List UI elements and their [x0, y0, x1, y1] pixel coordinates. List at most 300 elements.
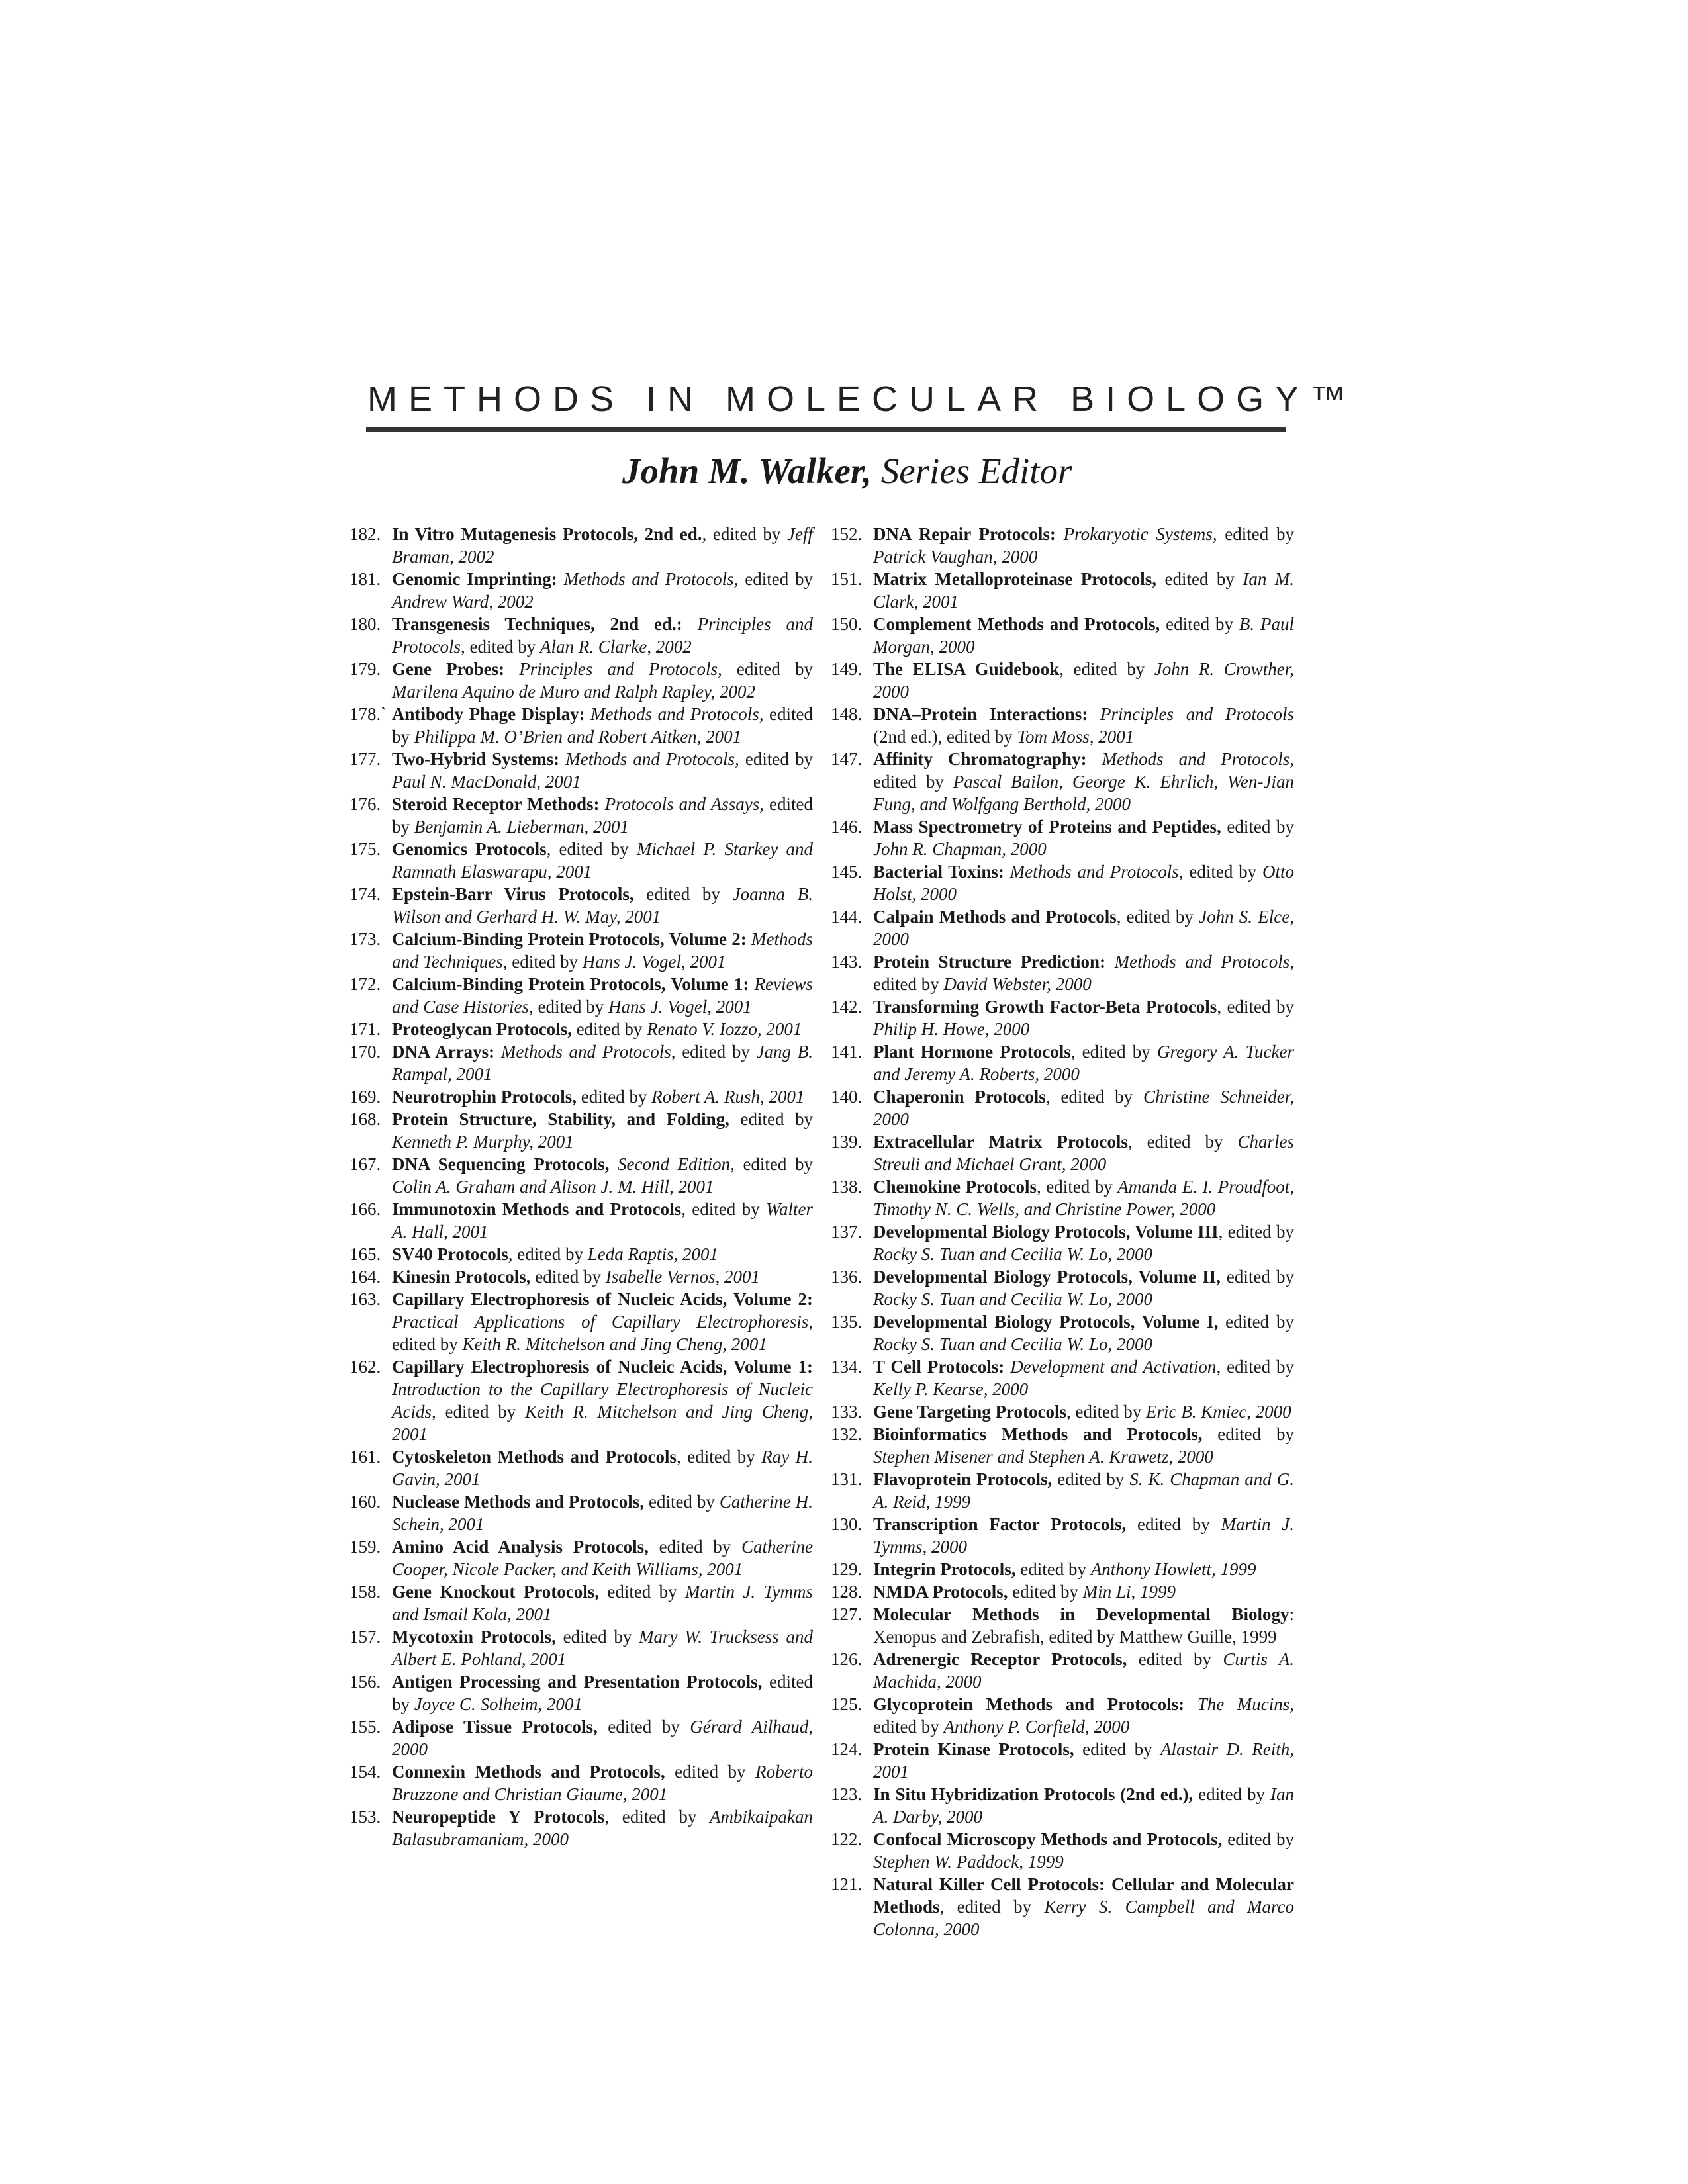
- entry-edited-by: edited by: [633, 884, 733, 904]
- entry-editors: John S. Elce, 2000: [873, 907, 1294, 949]
- entry-title: Neuropeptide Y Protocols: [392, 1807, 605, 1827]
- entry-title: Mycotoxin Protocols,: [392, 1627, 556, 1647]
- entry-edited-by: edited by: [577, 1087, 652, 1107]
- entry-number: 134.: [831, 1357, 863, 1377]
- entry-editors: Anthony P. Corfield, 2000: [943, 1717, 1130, 1737]
- book-entry: [831, 1040, 1294, 1085]
- entry-editors: Renato V. Iozzo, 2001: [647, 1019, 802, 1039]
- entry-title: Protein Structure, Stability, and Folding,: [392, 1109, 729, 1129]
- entry-title: Matrix Metalloproteinase Protocols,: [873, 569, 1157, 589]
- entry-editors: Ian A. Darby, 2000: [873, 1784, 1294, 1827]
- entry-edited-by: : Xenopus and Zebrafish, edited by Matthew Guille, 1999: [873, 1604, 1294, 1647]
- book-entry: [350, 1108, 813, 1153]
- entry-title: Amino Acid Analysis Protocols,: [392, 1537, 649, 1557]
- entry-number: 161.: [350, 1447, 381, 1467]
- entry-title: Confocal Microscopy Methods and Protocols,: [873, 1829, 1223, 1849]
- entry-edited-by: edited by: [1015, 1559, 1091, 1579]
- entry-editors: Colin A. Graham and Alison J. M. Hill, 2001: [392, 1177, 714, 1197]
- book-entry: [350, 1760, 813, 1805]
- book-entry: [831, 1085, 1294, 1130]
- entry-edited-by: edited by: [507, 952, 583, 972]
- entry-edited-by: edited by: [873, 1717, 944, 1737]
- entry-number: 122.: [831, 1829, 863, 1849]
- entry-subtitle: Second Edition,: [609, 1154, 735, 1174]
- book-entry: [350, 838, 813, 883]
- entry-editors: Hans J. Vogel, 2001: [582, 952, 726, 972]
- entry-number: 174.: [350, 884, 381, 904]
- entry-number: 164.: [350, 1267, 381, 1287]
- book-entry: [350, 1535, 813, 1580]
- entry-number: 168.: [350, 1109, 381, 1129]
- book-entry: [350, 1445, 813, 1490]
- entry-edited-by: , edited by: [1066, 1402, 1146, 1422]
- entry-subtitle: Methods and Protocols: [1086, 749, 1290, 769]
- entry-number: 123.: [831, 1784, 863, 1804]
- entry-editors: Rocky S. Tuan and Cecilia W. Lo, 2000: [873, 1334, 1152, 1354]
- entry-number: 137.: [831, 1222, 863, 1242]
- entry-editors: Martin J. Tymms, 2000: [873, 1514, 1294, 1557]
- entry-editors: Robert A. Rush, 2001: [651, 1087, 805, 1107]
- entry-editors: Joanna B. Wilson and Gerhard H. W. May, 2001: [392, 884, 813, 927]
- entry-number: 167.: [350, 1154, 381, 1174]
- entry-number: 151.: [831, 569, 863, 589]
- entry-editors: S. K. Chapman and G. A. Reid, 1999: [873, 1469, 1294, 1512]
- entry-editors: John R. Chapman, 2000: [873, 839, 1047, 859]
- entry-edited-by: edited by: [1160, 614, 1239, 634]
- book-entry: [350, 1715, 813, 1760]
- entry-editors: Philippa M. O’Brien and Robert Aitken, 2001: [414, 727, 742, 747]
- book-entry: [350, 1490, 813, 1535]
- entry-edited-by: , edited by: [939, 1897, 1045, 1917]
- entry-title: Cytoskeleton Methods and Protocols: [392, 1447, 677, 1467]
- entry-editors: Leda Raptis, 2001: [587, 1244, 718, 1264]
- entry-edited-by: , edited by: [1218, 1222, 1294, 1242]
- entry-title: SV40 Protocols: [392, 1244, 508, 1264]
- entry-title: Antigen Processing and Presentation Protocols,: [392, 1672, 763, 1692]
- entry-title: Steroid Receptor Methods:: [392, 794, 600, 814]
- book-entry: [831, 995, 1294, 1040]
- entry-title: The ELISA Guidebook: [873, 659, 1060, 679]
- entry-edited-by: edited by: [533, 997, 608, 1017]
- entry-subtitle: Reviews and Case Histories,: [392, 974, 814, 1017]
- entry-editors: Curtis A. Machida, 2000: [873, 1649, 1295, 1692]
- book-entry: [831, 1603, 1294, 1648]
- entry-number: 121.: [831, 1874, 863, 1894]
- entry-title: Developmental Biology Protocols, Volume I,: [873, 1312, 1219, 1332]
- entry-editors: Kelly P. Kearse, 2000: [873, 1379, 1029, 1399]
- entry-number: 165.: [350, 1244, 381, 1264]
- entry-edited-by: edited by: [1221, 817, 1294, 837]
- book-entry: [831, 1310, 1294, 1355]
- entry-title: Capillary Electrophoresis of Nucleic Acids, Volume 2:: [392, 1289, 813, 1309]
- entry-title: Integrin Protocols,: [873, 1559, 1016, 1579]
- entry-edited-by: edited by: [1127, 1649, 1223, 1669]
- editor-name: John M. Walker,: [622, 451, 872, 491]
- entry-title: Calpain Methods and Protocols: [873, 907, 1117, 927]
- entry-title: Genomics Protocols: [392, 839, 547, 859]
- entry-subtitle: Principles and Protocols,: [392, 614, 813, 657]
- entry-subtitle: Methods and Techniques,: [392, 929, 813, 972]
- entry-editors: Christine Schneider, 2000: [873, 1087, 1294, 1129]
- title-rule: [366, 427, 1286, 432]
- entry-editors: Gregory A. Tucker and Jeremy A. Roberts, 2000: [873, 1042, 1294, 1084]
- entry-edited-by: , edited by: [681, 1199, 766, 1219]
- right-column: [831, 523, 1294, 1940]
- entry-number: 178.`: [350, 704, 387, 724]
- entry-edited-by: edited by: [465, 637, 540, 657]
- entry-editors: Jeff Braman, 2002: [392, 524, 813, 567]
- book-entry: [831, 703, 1294, 748]
- entry-edited-by: , edited by: [1059, 659, 1154, 679]
- entry-editors: Ambikaipakan Balasubramaniam, 2000: [392, 1807, 813, 1849]
- entry-edited-by: edited by: [392, 1672, 813, 1714]
- entry-edited-by: edited by: [1052, 1469, 1130, 1489]
- entry-subtitle: Methods and Protocols,: [585, 704, 764, 724]
- entry-title: Neurotrophin Protocols,: [392, 1087, 577, 1107]
- entry-number: 175.: [350, 839, 381, 859]
- entry-number: 126.: [831, 1649, 863, 1669]
- entry-editors: Ian M. Clark, 2001: [873, 569, 1294, 612]
- book-entry: [350, 523, 813, 568]
- book-entry: [350, 1625, 813, 1670]
- entry-editors: Min Li, 1999: [1082, 1582, 1176, 1602]
- entry-title: Capillary Electrophoresis of Nucleic Acids, Volume 1:: [392, 1357, 813, 1377]
- entry-editors: John R. Crowther, 2000: [873, 659, 1294, 702]
- entry-edited-by: edited by: [392, 1334, 463, 1354]
- entry-number: 142.: [831, 997, 863, 1017]
- entry-title: DNA Repair Protocols:: [873, 524, 1056, 544]
- entry-subtitle: Protocols and Assays,: [599, 794, 764, 814]
- entry-title: Gene Targeting Protocols: [873, 1402, 1066, 1422]
- book-entry: [350, 1040, 813, 1085]
- entry-number: 163.: [350, 1289, 381, 1309]
- series-editor-line: [622, 450, 1072, 492]
- book-entry: [831, 568, 1294, 613]
- entry-edited-by: edited by: [729, 1109, 813, 1129]
- entry-edited-by: edited by: [555, 1627, 639, 1647]
- book-entry: [831, 860, 1294, 905]
- entry-editors: Marilena Aquino de Muro and Ralph Rapley, 2002: [392, 682, 755, 702]
- entry-edited-by: (2nd ed.), edited by: [873, 727, 1017, 747]
- entry-title: Calcium-Binding Protein Protocols, Volume 1:: [392, 974, 749, 994]
- entry-title: Immunotoxin Methods and Protocols: [392, 1199, 682, 1219]
- book-entry: [831, 905, 1294, 950]
- entry-number: 145.: [831, 862, 863, 882]
- entry-editors: Isabelle Vernos, 2001: [605, 1267, 760, 1287]
- entry-number: 149.: [831, 659, 863, 679]
- entry-editors: Patrick Vaughan, 2000: [873, 547, 1038, 567]
- entry-edited-by: edited by: [873, 974, 944, 994]
- entry-title: Glycoprotein Methods and Protocols:: [873, 1694, 1185, 1714]
- entry-title: Plant Hormone Protocols: [873, 1042, 1071, 1062]
- entry-edited-by: , edited by: [1216, 1357, 1294, 1377]
- entry-title: Connexin Methods and Protocols,: [392, 1762, 665, 1782]
- book-entry: [831, 1580, 1294, 1603]
- entry-edited-by: , edited by: [1212, 524, 1294, 544]
- entry-edited-by: edited by: [644, 1492, 720, 1512]
- entry-edited-by: , edited by: [1037, 1177, 1118, 1197]
- book-entry: [350, 1085, 813, 1108]
- entry-title: Developmental Biology Protocols, Volume II,: [873, 1267, 1221, 1287]
- entry-edited-by: edited by: [1008, 1582, 1083, 1602]
- entry-subtitle: Methods and Protocols: [1004, 862, 1179, 882]
- entry-editors: Stephen W. Paddock, 1999: [873, 1852, 1064, 1872]
- left-column: [350, 523, 813, 1850]
- entry-editors: Pascal Bailon, George K. Ehrlich, Wen-Jian Fung, and Wolfgang Berthold, 2000: [873, 772, 1294, 814]
- entry-editors: B. Paul Morgan, 2000: [873, 614, 1294, 657]
- entry-subtitle: Introduction to the Capillary Electrophoresis of Nucleic Acids,: [392, 1379, 813, 1422]
- entry-edited-by: edited by: [571, 1019, 647, 1039]
- entry-subtitle: Methods and Protocols,: [559, 749, 739, 769]
- book-entry: [350, 658, 813, 703]
- entry-title: Flavoprotein Protocols,: [873, 1469, 1053, 1489]
- entry-edited-by: edited by: [734, 1154, 814, 1174]
- entry-edited-by: edited by: [530, 1267, 606, 1287]
- entry-editors: Paul N. MacDonald, 2001: [392, 772, 581, 792]
- entry-editors: Charles Streuli and Michael Grant, 2000: [873, 1132, 1294, 1174]
- entry-edited-by: edited by: [1074, 1739, 1161, 1759]
- entry-number: 133.: [831, 1402, 863, 1422]
- entry-number: 176.: [350, 794, 381, 814]
- entry-edited-by: , edited by: [677, 1447, 762, 1467]
- entry-edited-by: edited by: [739, 749, 813, 769]
- entry-title: DNA Arrays:: [392, 1042, 495, 1062]
- book-entry: [831, 1175, 1294, 1220]
- entry-editors: Philip H. Howe, 2000: [873, 1019, 1030, 1039]
- entry-edited-by: edited by: [598, 1582, 686, 1602]
- book-entry: [831, 1355, 1294, 1400]
- book-entry: [350, 1243, 813, 1265]
- book-entry: [831, 1400, 1294, 1423]
- book-entry: [350, 1355, 813, 1445]
- book-entry: [831, 1220, 1294, 1265]
- entry-number: 144.: [831, 907, 863, 927]
- editor-role: Series Editor: [880, 451, 1072, 491]
- entry-editors: Alastair D. Reith, 2001: [873, 1739, 1294, 1782]
- entry-title: Adipose Tissue Protocols,: [392, 1717, 598, 1737]
- book-entry: [831, 1648, 1294, 1693]
- entry-number: 158.: [350, 1582, 381, 1602]
- entry-number: 127.: [831, 1604, 863, 1624]
- entry-number: 180.: [350, 614, 381, 634]
- entry-subtitle: Practical Applications of Capillary Electrophoresis,: [392, 1312, 813, 1332]
- entry-editors: Catherine Cooper, Nicole Packer, and Keith Williams, 2001: [392, 1537, 813, 1579]
- entry-number: 153.: [350, 1807, 381, 1827]
- entry-number: 172.: [350, 974, 381, 994]
- entry-title: Genomic Imprinting:: [392, 569, 557, 589]
- entry-number: 157.: [350, 1627, 381, 1647]
- entry-edited-by: , edited by: [546, 839, 637, 859]
- entry-title: Gene Probes:: [392, 659, 505, 679]
- entry-editors: Tom Moss, 2001: [1017, 727, 1135, 747]
- entry-number: 132.: [831, 1424, 863, 1444]
- entry-title: Extracellular Matrix Protocols: [873, 1132, 1128, 1152]
- entry-title: T Cell Protocols:: [873, 1357, 1005, 1377]
- book-entry: [831, 815, 1294, 860]
- entry-edited-by: edited by: [675, 1042, 757, 1062]
- entry-editors: Eric B. Kmiec, 2000: [1145, 1402, 1291, 1422]
- entry-number: 128.: [831, 1582, 863, 1602]
- entry-editors: Catherine H. Schein, 2001: [392, 1492, 813, 1534]
- entry-number: 162.: [350, 1357, 381, 1377]
- book-entry: [350, 1198, 813, 1243]
- entry-editors: Kenneth P. Murphy, 2001: [392, 1132, 574, 1152]
- book-entry: [350, 1153, 813, 1198]
- entry-title: Natural Killer Cell Protocols: Cellular and Molecular Methods: [873, 1874, 1294, 1917]
- entry-number: 156.: [350, 1672, 381, 1692]
- book-entry: [350, 613, 813, 658]
- entry-title: Mass Spectrometry of Proteins and Peptides,: [873, 817, 1221, 837]
- entry-edited-by: , edited by: [702, 524, 788, 544]
- entry-subtitle: Principles and Protocols: [1088, 704, 1294, 724]
- entry-number: 150.: [831, 614, 863, 634]
- entry-number: 124.: [831, 1739, 863, 1759]
- entry-title: Antibody Phage Display:: [392, 704, 585, 724]
- book-entry: [350, 793, 813, 838]
- entry-title: Complement Methods and Protocols,: [873, 614, 1160, 634]
- entry-edited-by: , edited by: [1217, 997, 1294, 1017]
- entry-number: 155.: [350, 1717, 381, 1737]
- entry-number: 131.: [831, 1469, 863, 1489]
- book-entry: [831, 613, 1294, 658]
- entry-number: 182.: [350, 524, 381, 544]
- entry-editors: Otto Holst, 2000: [873, 862, 1294, 904]
- entry-edited-by: , edited by: [1178, 862, 1262, 882]
- entry-title: In Vitro Mutagenesis Protocols, 2nd ed.: [392, 524, 702, 544]
- entry-editors: Martin J. Tymms and Ismail Kola, 2001: [392, 1582, 813, 1624]
- entry-edited-by: edited by: [1156, 569, 1243, 589]
- book-entry: [831, 748, 1294, 815]
- entry-number: 147.: [831, 749, 863, 769]
- entry-edited-by: , edited by: [1045, 1087, 1143, 1107]
- entry-subtitle: Development and Activation: [1004, 1357, 1217, 1377]
- book-entry: [350, 703, 813, 748]
- entry-editors: Walter A. Hall, 2001: [392, 1199, 813, 1242]
- book-entry: [350, 928, 813, 973]
- entry-title: Transforming Growth Factor-Beta Protocols: [873, 997, 1217, 1017]
- entry-number: 141.: [831, 1042, 863, 1062]
- entry-edited-by: , edited by: [508, 1244, 588, 1264]
- book-entry: [350, 1580, 813, 1625]
- book-entry: [831, 1558, 1294, 1580]
- entry-subtitle: Methods and Protocols,: [1105, 952, 1295, 972]
- entry-editors: Roberto Bruzzone and Christian Giaume, 2001: [392, 1762, 813, 1804]
- entry-editors: Alan R. Clarke, 2002: [539, 637, 692, 657]
- book-entry: [350, 1018, 813, 1040]
- entry-editors: Amanda E. I. Proudfoot, Timothy N. C. Wells, and Christine Power, 2000: [873, 1177, 1294, 1219]
- entry-editors: Kerry S. Campbell and Marco Colonna, 2000: [873, 1897, 1294, 1939]
- entry-number: 135.: [831, 1312, 863, 1332]
- entry-subtitle: The Mucins,: [1184, 1694, 1294, 1714]
- entry-number: 170.: [350, 1042, 381, 1062]
- book-entry: [831, 1468, 1294, 1513]
- entry-number: 154.: [350, 1762, 381, 1782]
- entry-editors: Rocky S. Tuan and Cecilia W. Lo, 2000: [873, 1244, 1152, 1264]
- entry-title: Affinity Chromatography:: [873, 749, 1087, 769]
- book-entry: [350, 1670, 813, 1715]
- entry-edited-by: edited by: [436, 1402, 526, 1422]
- entry-editors: Jang B. Rampal, 2001: [392, 1042, 813, 1084]
- entry-edited-by: edited by: [738, 569, 813, 589]
- entry-edited-by: edited by: [1222, 1829, 1294, 1849]
- entry-editors: Mary W. Trucksess and Albert E. Pohland, 2001: [392, 1627, 813, 1669]
- entry-title: Protein Kinase Protocols,: [873, 1739, 1074, 1759]
- entry-number: 159.: [350, 1537, 381, 1557]
- book-entry: [831, 1738, 1294, 1783]
- entry-edited-by: , edited by: [1070, 1042, 1157, 1062]
- book-entry: [831, 1873, 1294, 1940]
- entry-title: DNA Sequencing Protocols,: [392, 1154, 610, 1174]
- entry-title: Proteoglycan Protocols,: [392, 1019, 572, 1039]
- entry-number: 125.: [831, 1694, 863, 1714]
- entry-subtitle: Prokaryotic Systems: [1055, 524, 1213, 544]
- entry-editors: David Webster, 2000: [943, 974, 1092, 994]
- entry-edited-by: edited by: [392, 704, 813, 747]
- entry-editors: Andrew Ward, 2002: [392, 592, 534, 612]
- entry-title: Two-Hybrid Systems:: [392, 749, 560, 769]
- entry-editors: Rocky S. Tuan and Cecilia W. Lo, 2000: [873, 1289, 1152, 1309]
- book-entry: [831, 1513, 1294, 1558]
- entry-number: 160.: [350, 1492, 381, 1512]
- book-entry: [350, 973, 813, 1018]
- entry-number: 171.: [350, 1019, 381, 1039]
- entry-title: Bacterial Toxins:: [873, 862, 1004, 882]
- entry-subtitle: Methods and Protocols,: [557, 569, 739, 589]
- entry-number: 173.: [350, 929, 381, 949]
- book-entry: [831, 1828, 1294, 1873]
- entry-title: Calcium-Binding Protein Protocols, Volume 2:: [392, 929, 747, 949]
- entry-number: 138.: [831, 1177, 863, 1197]
- entry-title: Chaperonin Protocols: [873, 1087, 1046, 1107]
- entry-title: Bioinformatics Methods and Protocols,: [873, 1424, 1203, 1444]
- entry-title: Chemokine Protocols: [873, 1177, 1037, 1197]
- entry-editors: Keith R. Mitchelson and Jing Cheng, 2001: [462, 1334, 767, 1354]
- entry-number: 166.: [350, 1199, 381, 1219]
- entry-editors: Joyce C. Solheim, 2001: [414, 1694, 583, 1714]
- book-entry: [831, 1265, 1294, 1310]
- book-entry: [831, 1783, 1294, 1828]
- entry-title: In Situ Hybridization Protocols (2nd ed.),: [873, 1784, 1194, 1804]
- entry-title: Transcription Factor Protocols,: [873, 1514, 1127, 1534]
- entry-title: Developmental Biology Protocols, Volume III: [873, 1222, 1219, 1242]
- entry-number: 130.: [831, 1514, 863, 1534]
- entry-number: 136.: [831, 1267, 863, 1287]
- book-entry: [831, 658, 1294, 703]
- entry-editors: Gérard Ailhaud, 2000: [392, 1717, 813, 1759]
- book-entry: [831, 1130, 1294, 1175]
- book-entry: [350, 1288, 813, 1355]
- book-entry: [350, 1805, 813, 1850]
- entry-number: 146.: [831, 817, 863, 837]
- entry-edited-by: edited by: [722, 659, 813, 679]
- entry-editors: Benjamin A. Lieberman, 2001: [414, 817, 629, 837]
- entry-edited-by: , edited by: [1127, 1132, 1238, 1152]
- entry-title: Molecular Methods in Developmental Biology: [873, 1604, 1289, 1624]
- book-entry: [831, 950, 1294, 995]
- book-entry: [831, 523, 1294, 568]
- entry-title: Kinesin Protocols,: [392, 1267, 531, 1287]
- entry-number: 179.: [350, 659, 381, 679]
- entry-edited-by: , edited by: [873, 749, 1294, 792]
- entry-edited-by: edited by: [392, 794, 813, 837]
- entry-title: NMDA Protocols,: [873, 1582, 1008, 1602]
- book-entry: [350, 568, 813, 613]
- entry-title: Epstein-Barr Virus Protocols,: [392, 884, 634, 904]
- entry-title: Nuclease Methods and Protocols,: [392, 1492, 645, 1512]
- entry-number: 152.: [831, 524, 863, 544]
- entry-number: 143.: [831, 952, 863, 972]
- entry-edited-by: edited by: [648, 1537, 741, 1557]
